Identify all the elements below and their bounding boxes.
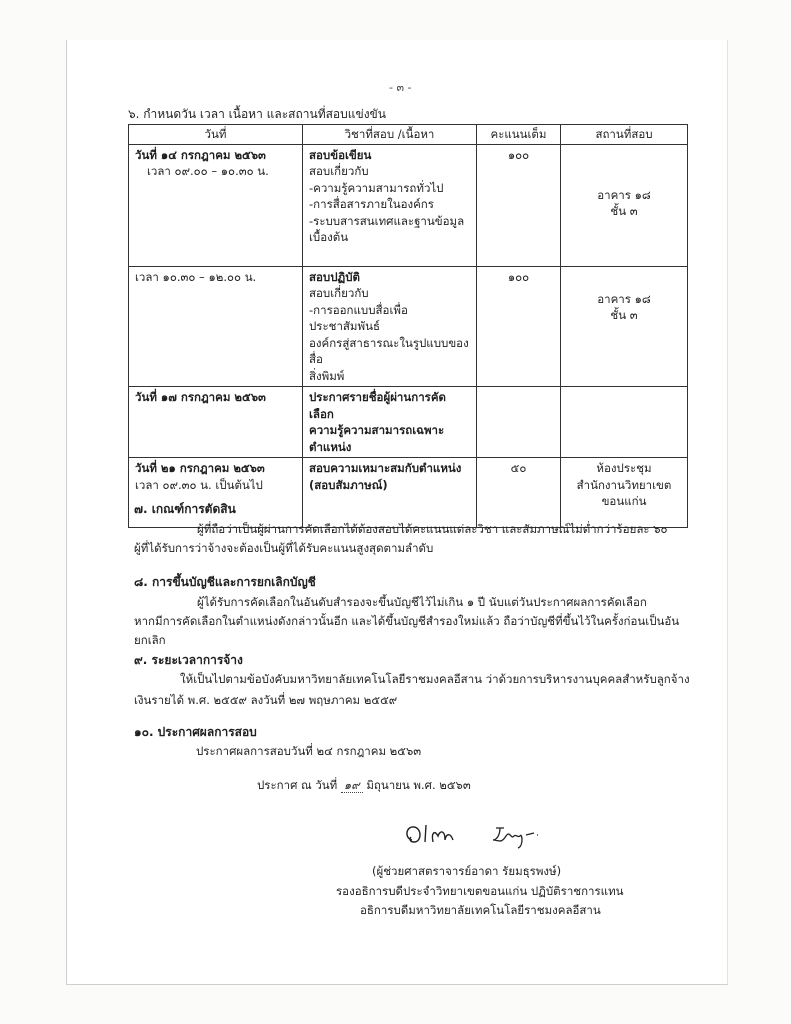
subject-line: ความรู้ความสามารถเฉพาะตำแหน่ง bbox=[309, 423, 445, 454]
place-line: อาคาร ๑๘ bbox=[597, 291, 651, 306]
subject-line: สอบเกี่ยวกับ bbox=[309, 286, 369, 300]
section-10-line: ประกาศผลการสอบวันที่ ๒๔ กรกฎาคม ๒๕๖๓ bbox=[196, 744, 422, 758]
place-line: สำนักงานวิทยาเขต bbox=[576, 477, 672, 492]
section-6-heading: ๖. กำหนดวัน เวลา เนื้อหา และสถานที่สอบแข่งขัน bbox=[128, 107, 386, 121]
row-time: เวลา ๐๙.๓๐ น. เป็นต้นไป bbox=[135, 477, 263, 492]
table-header-row bbox=[129, 125, 688, 145]
signer-position-1: รองอธิการบดีประจำวิทยาเขตขอนแก่น ปฏิบัติราชการแทน bbox=[336, 884, 624, 898]
section-8-line: ยกเลิก bbox=[134, 633, 166, 647]
column-header-date: วันที่ bbox=[129, 125, 303, 145]
signer-position-2: อธิการบดีมหาวิทยาลัยเทคโนโลยีราชมงคลอีสาน bbox=[360, 903, 601, 917]
table-row bbox=[129, 387, 688, 458]
subject-line: -ระบบสารสนเทศและฐานข้อมูล bbox=[309, 213, 465, 228]
subject-line: องค์กรสู่สาธารณะในรูปแบบของสื่อ bbox=[309, 335, 469, 366]
announcement-date bbox=[257, 777, 471, 793]
subject-title: สอบข้อเขียน bbox=[309, 147, 372, 162]
place-line: ชั้น ๓ bbox=[610, 308, 638, 322]
table-row bbox=[129, 458, 688, 528]
subject-line: (สอบสัมภาษณ์) bbox=[309, 477, 388, 492]
exam-schedule-table bbox=[128, 124, 688, 528]
table-row bbox=[129, 266, 688, 387]
row-time: เวลา ๑๐.๓๐ – ๑๒.๐๐ น. bbox=[135, 269, 257, 284]
section-7-line: ผู้ที่ได้รับการว่าจ้างจะต้องเป็นผู้ที่ได้รับคะแนนสูงสุดตามลำดับ bbox=[134, 541, 434, 555]
place-line: ห้องประชุม bbox=[596, 461, 652, 475]
place-line: อาคาร ๑๘ bbox=[597, 187, 651, 202]
place-line: ชั้น ๓ bbox=[610, 204, 638, 218]
column-header-place: สถานที่สอบ bbox=[561, 125, 688, 145]
place-line: ขอนแก่น bbox=[601, 494, 647, 508]
subject-line: เบื้องต้น bbox=[309, 230, 349, 244]
row-date: วันที่ ๑๔ กรกฎาคม ๒๕๖๓ bbox=[135, 147, 266, 162]
row-date: วันที่ ๒๑ กรกฎาคม ๒๕๖๓ bbox=[135, 461, 265, 475]
subject-title: สอบปฏิบัติ bbox=[309, 269, 361, 284]
subject-line: ประกาศรายชื่อผู้ผ่านการคัดเลือก bbox=[309, 390, 447, 421]
announcement-suffix: มิถุนายน พ.ศ. ๒๕๖๓ bbox=[366, 778, 471, 792]
subject-line: -การออกแบบสื่อเพื่อประชาสัมพันธ์ bbox=[309, 302, 408, 333]
section-8-line: หากมีการคัดเลือกในตำแหน่งดังกล่าวนั้นอีก และได้ขึ้นบัญชีสำรองใหม่แล้ว ถือว่าบัญชีที่ขึ้นไว้ในครั้งก่อนเป็นอัน bbox=[134, 614, 680, 628]
subject-line: สอบเกี่ยวกับ bbox=[309, 164, 369, 178]
section-7-line: ผู้ที่ถือว่าเป็นผู้ผ่านการคัดเลือกได้ต้องสอบได้คะแนนแต่ละวิชา และสัมภาษณ์ไม่ต่ำกว่าร้อยละ ๖๐ bbox=[197, 522, 668, 536]
signature-mark bbox=[400, 818, 580, 852]
table-row bbox=[129, 144, 688, 266]
section-9-heading: ๙. ระยะเวลาการจ้าง bbox=[134, 653, 243, 667]
announcement-prefix: ประกาศ ณ วันที่ bbox=[257, 778, 338, 792]
row-time: เวลา ๐๙.๐๐ – ๑๐.๓๐ น. bbox=[147, 164, 269, 178]
row-date: วันที่ ๑๗ กรกฎาคม ๒๕๖๓ bbox=[135, 390, 266, 404]
row-score: ๑๐๐ bbox=[507, 147, 530, 162]
column-header-score: คะแนนเต็ม bbox=[477, 125, 561, 145]
page-number: - ๓ - bbox=[389, 81, 412, 94]
section-8-line: ผู้ได้รับการคัดเลือกในอันดับสำรองจะขึ้นบัญชีไว้ไม่เกิน ๑ ปี นับแต่วันประกาศผลการคัดเลือก bbox=[197, 595, 647, 609]
section-9-line: เงินรายได้ พ.ศ. ๒๕๕๙ ลงวันที่ ๒๗ พฤษภาคม ๒๕๕๙ bbox=[134, 693, 398, 707]
section-7-heading: ๗. เกณฑ์การตัดสิน bbox=[134, 502, 236, 516]
row-score: ๑๐๐ bbox=[507, 269, 530, 284]
column-header-subject: วิชาที่สอบ /เนื้อหา bbox=[303, 125, 477, 145]
subject-line: สิ่งพิมพ์ bbox=[309, 368, 345, 383]
announcement-day-handwritten: ๑๙ bbox=[341, 778, 363, 793]
section-9-line: ให้เป็นไปตามข้อบังคับมหาวิทยาลัยเทคโนโลยีราชมงคลอีสาน ว่าด้วยการบริหารงานบุคคลสำหรับลูกจ้าง bbox=[180, 672, 690, 686]
subject-line: -การสื่อสารภายในองค์กร bbox=[309, 197, 434, 211]
section-10-heading: ๑๐. ประกาศผลการสอบ bbox=[134, 725, 257, 739]
section-8-heading: ๘. การขึ้นบัญชีและการยกเลิกบัญชี bbox=[134, 575, 316, 589]
subject-line: -ความรู้ความสามารถทั่วไป bbox=[309, 180, 444, 195]
row-score: ๕๐ bbox=[510, 461, 527, 475]
subject-line: สอบความเหมาะสมกับตำแหน่ง bbox=[309, 461, 462, 475]
signer-name: (ผู้ช่วยศาสตราจารย์อาดา รัยมธุรพงษ์) bbox=[372, 864, 562, 878]
